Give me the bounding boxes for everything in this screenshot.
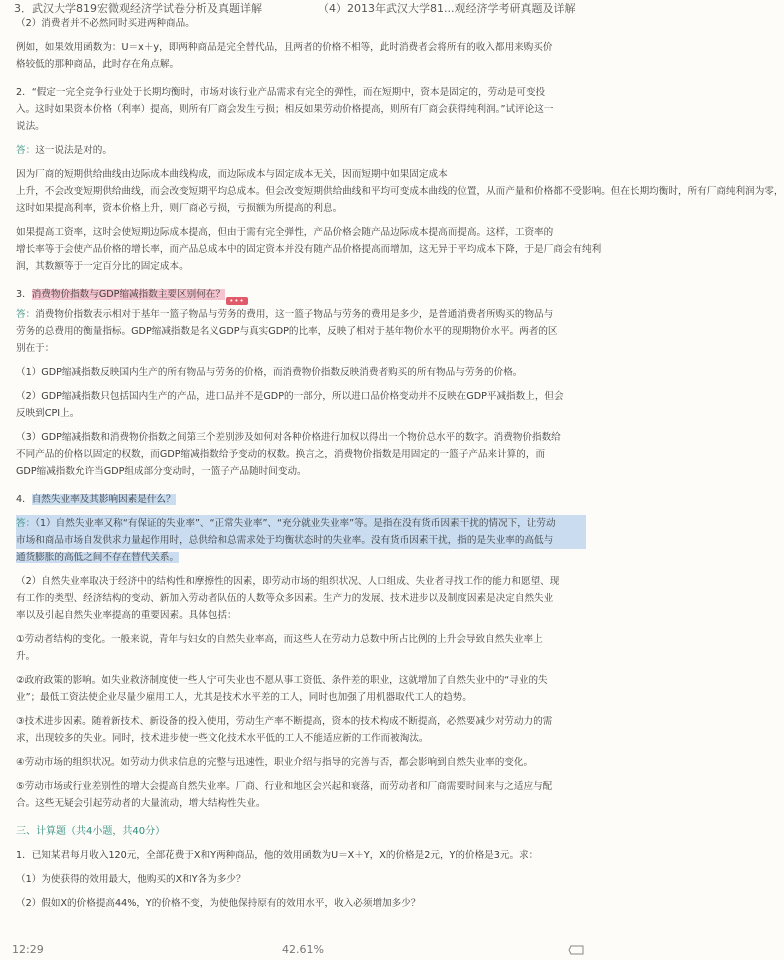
paragraph: （3）GDP缩减指数和消费物价指数之间第三个差别涉及如何对各种价格进行加权以得出一个物价总水平的数字。消费物价指数给 bbox=[16, 432, 561, 443]
book-title: 3．武汉大学819宏微观经济学试卷分析及真题详解 bbox=[14, 2, 262, 15]
paragraph: （2）消费者并不必然同时买进两种商品。 bbox=[16, 18, 195, 29]
highlight-pink[interactable]: 消费物价指数与GDP缩减指数主要区别何在？ bbox=[31, 289, 225, 300]
paragraph: 润，其数额等于一定百分比的固定成本。 bbox=[16, 261, 189, 272]
paragraph: 率以及引起自然失业率提高的重要因素。具体包括： bbox=[16, 610, 237, 621]
paragraph: （2）假如X的价格提高44%，Y的价格不变，为使他保持原有的效用水平，收入必须增加多少？ bbox=[16, 898, 421, 909]
list-item: ②政府政策的影响。如失业救济制度使一些人宁可失业也不愿从事工资低、条件差的职业，这就增加了自然失业中的“寻业的失 bbox=[16, 675, 548, 686]
paragraph: （2）自然失业率取决于经济中的结构性和摩擦性的因素，即劳动市场的组织状况、人口组成、失业者寻找工作的能力和愿望、现 bbox=[16, 576, 560, 587]
answer-text: （1）自然失业率又称“有保证的失业率”、“正常失业率”、“充分就业失业率”等。是指在没有货币因素干扰的情况下，让劳动 bbox=[35, 518, 556, 529]
paragraph: 1．已知某君每月收入120元，全部花费于X和Y两种商品，他的效用函数为U＝X＋Y，X的价格是2元，Y的价格是3元。求： bbox=[16, 850, 539, 861]
paragraph: 增长率等于会使产品价格的增长率，而产品总成本中的固定资本并没有随产品价格提高而增加，这无异于平均成本下降，于是厂商会有纯利 bbox=[16, 244, 602, 255]
list-item: ④劳动市场的组织状况。如劳动力供求信息的完整与迅速性，职业介绍与指导的完善与否，都会影响到自然失业率的变化。 bbox=[16, 757, 534, 768]
question-3 bbox=[16, 286, 586, 303]
paragraph: 有工作的类型、经济结构的变动、新加入劳动者队伍的人数等众多因素。生产力的发展、技术进步以及制度因素是决定自然失业 bbox=[16, 593, 554, 604]
paragraph: 不同产品的价格以固定的权数，而GDP缩减指数给予变动的权数。换言之，消费物价指数是用固定的一篮子产品来计算的，而 bbox=[16, 449, 546, 460]
highlight-blue[interactable]: 自然失业率及其影响因素是什么？ bbox=[31, 494, 176, 505]
answer-text: 这一说法是对的。 bbox=[35, 145, 112, 156]
question-number: 4． bbox=[16, 494, 32, 505]
answer-text: 消费物价指数表示相对于基年一篮子物品与劳务的费用，这一篮子物品与劳务的费用是多少，是普通消费者所购买的物品与 bbox=[35, 309, 554, 320]
question-number: 3． bbox=[16, 289, 32, 300]
list-item: ①劳动者结构的变化。一般来说，青年与妇女的自然失业率高，而这些人在劳动力总数中所占比例的上升会导致自然失业率上 bbox=[16, 634, 543, 645]
question-4 bbox=[16, 491, 586, 508]
paragraph: 上升，不会改变短期供给曲线，而会改变短期平均总成本。但会改变短期供给曲线和平均可变成本曲线的位置，从而产量和价格都不受影响。但在长期均衡时，所有厂商纯利润为零， bbox=[16, 186, 784, 197]
paragraph: （1）为使获得的效用最大，他购买的X和Y各为多少？ bbox=[16, 874, 246, 885]
answer-label: 答： bbox=[16, 518, 36, 529]
answer-line bbox=[16, 142, 586, 159]
answer-label: 答： bbox=[16, 309, 36, 320]
list-item: ③技术进步因素。随着新技术、新设备的投入使用，劳动生产率不断提高，资本的技术构成不断提高，必然要减少对劳动力的需 bbox=[16, 716, 553, 727]
question-2-cont: 入。这时如果资本价格（利率）提高，则所有厂商会发生亏损；相反如果劳动价格提高，则所有厂商会获得纯利润。”试评论这一 bbox=[16, 104, 554, 115]
list-item: 求，出现较多的失业。同时，技术进步使一些文化技术水平低的工人不能适应新的工作而被淘汰。 bbox=[16, 733, 429, 744]
highlighted-answer-cont[interactable]: 通货膨胀的高低之间不存在替代关系。 bbox=[16, 552, 180, 563]
back-icon[interactable] bbox=[568, 945, 584, 955]
paragraph: （1）GDP缩减指数反映国内生产的所有物品与劳务的价格，而消费物价指数反映消费者购买的所有物品与劳务的价格。 bbox=[16, 367, 523, 378]
list-item: ⑤劳动市场或行业差别性的增大会提高自然失业率。厂商、行业和地区会兴起和衰落，而劳动者和厂商需要时间来与之适应与配 bbox=[16, 781, 553, 792]
paragraph: GDP缩减指数允许当GDP组成部分变动时，一篮子产品随时间变动。 bbox=[16, 466, 307, 477]
paragraph: 例如，如果效用函数为：U＝x＋y，即两种商品是完全替代品，且两者的价格不相等，此时消费者会将所有的收入都用来购买价 bbox=[16, 42, 553, 53]
paragraph: （2）GDP缩减指数只包括国内生产的产品，进口品并不是GDP的一部分，所以进口品价格变动并不反映在GDP平减指数上，但会 bbox=[16, 391, 564, 402]
highlighted-answer[interactable] bbox=[16, 515, 586, 532]
paragraph: 别在于： bbox=[16, 343, 55, 354]
reading-progress: 42.61% bbox=[282, 943, 324, 956]
clock: 12:29 bbox=[12, 943, 44, 956]
highlighted-answer-cont[interactable]: 市场和商品市场自发供求力量起作用时，总供给和总需求处于均衡状态时的失业率。没有货币因素干扰，指的是失业率的高低与 bbox=[16, 532, 586, 549]
answer-label: 答： bbox=[16, 145, 36, 156]
answer-line bbox=[16, 306, 586, 323]
section-heading: 三、计算题（共4小题，共40分） bbox=[16, 826, 166, 837]
reader-footer bbox=[0, 940, 600, 960]
list-item: 合。这些无疑会引起劳动者的大量流动，增大结构性失业。 bbox=[16, 798, 266, 809]
paragraph: 如果提高工资率，这时会使短期边际成本提高，但由于需有完全弹性，产品价格会随产品边际成本提高而提高。这样，工资率的 bbox=[16, 227, 554, 238]
chapter-title[interactable]: （4）2013年武汉大学81...观经济学考研真题及详解 bbox=[318, 2, 576, 15]
list-item: 升。 bbox=[16, 651, 36, 662]
annotation-menu-icon[interactable]: ••• bbox=[226, 297, 248, 305]
question-2-cont: 说法。 bbox=[16, 121, 45, 132]
paragraph: 劳务的总费用的衡量指标。GDP缩减指数是名义GDP与真实GDP的比率，反映了相对于基年物价水平的现期物价水平。两者的区 bbox=[16, 326, 558, 337]
paragraph: 因为厂商的短期供给曲线由边际成本曲线构成，而边际成本与固定成本无关，因而短期中如果固定成本 bbox=[16, 169, 448, 180]
list-item: 业”；最低工资法使企业尽量少雇用工人，尤其是技术水平差的工人，同时也加强了用机器取代工人的趋势。 bbox=[16, 692, 472, 703]
paragraph: 格较低的那种商品，此时存在角点解。 bbox=[16, 59, 180, 70]
page-content[interactable] bbox=[16, 15, 784, 912]
paragraph: 这时如果提高利率，资本价格上升，则厂商必亏损，亏损额为所提高的利息。 bbox=[16, 203, 343, 214]
question-2: 2．“假定一完全竞争行业处于长期均衡时，市场对该行业产品需求有完全的弹性，而在短期中，资本是固定的，劳动是可变投 bbox=[16, 87, 546, 98]
paragraph: 反映到CPI上。 bbox=[16, 408, 80, 419]
